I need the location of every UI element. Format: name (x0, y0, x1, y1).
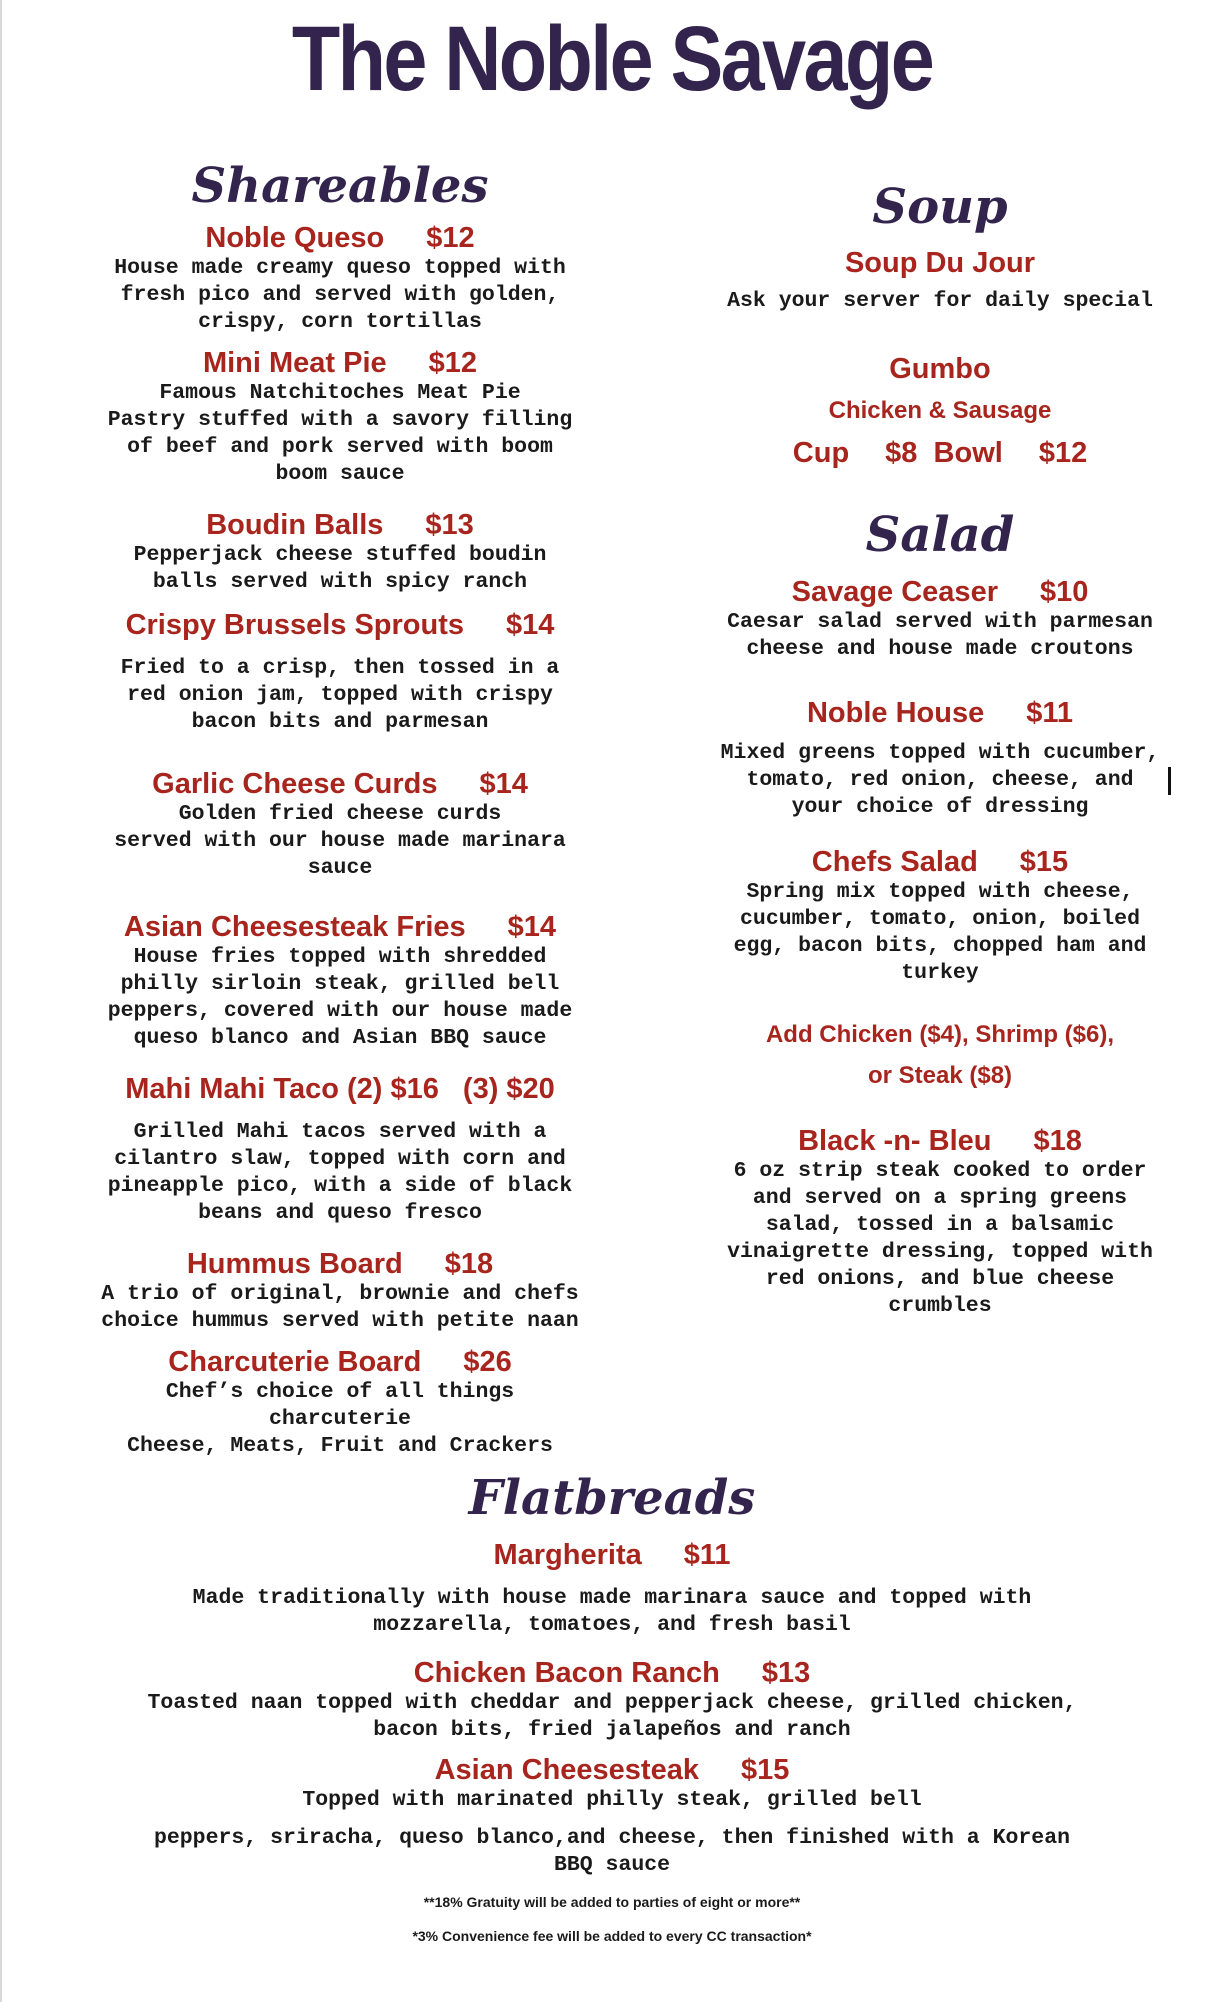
item-name: Mahi Mahi Taco (2) $16 (125, 1073, 439, 1105)
item-name: Chefs Salad (811, 846, 978, 878)
item-description: 6 oz strip steak cooked to order and served on a spring greens salad, tossed in a balsamic vinaigrette dressing, topped with red onions, and blue cheese crumbles (727, 1159, 1153, 1318)
menu-item-hummus-board (40, 1247, 640, 1335)
item-name: Chicken Bacon Ranch (413, 1657, 720, 1689)
item-name: Asian Cheesesteak (434, 1754, 699, 1786)
addons-line-1: Add Chicken ($4), Shrimp ($6), (765, 1021, 1115, 1048)
item-name: Asian Cheesesteak Fries (123, 911, 466, 943)
item-description: Grilled Mahi tacos served with a cilantro slaw, topped with corn and pineapple pico, with a side of black beans and queso fresco (107, 1120, 573, 1225)
item-description: Ask your server for daily special (727, 289, 1153, 313)
menu-item-asian-cheesesteak-fries (40, 910, 640, 1052)
item-description: House made creamy queso topped with fresh pico and served with golden, crispy, corn tortillas (114, 256, 566, 334)
gratuity-note: **18% Gratuity will be added to parties of eight or more** (423, 1894, 801, 1910)
menu-item-garlic-cheese-curds (40, 767, 640, 882)
item-price: $15 (1019, 846, 1069, 878)
section-heading-shareables: Shareables (191, 158, 489, 214)
item-name: Black -n- Bleu (798, 1125, 992, 1157)
item-name: Savage Ceaser (791, 576, 998, 608)
item-price: $18 (1033, 1125, 1082, 1157)
item-name: Boudin Balls (206, 509, 384, 541)
item-name: Soup Du Jour (844, 247, 1036, 279)
item-name: Charcuterie Board (168, 1346, 422, 1378)
item-description: Golden fried cheese curds served with our house made marinara sauce (114, 802, 566, 880)
gumbo-bowl-label: Bowl (933, 437, 1003, 469)
menu-item-mini-meat-pie (40, 346, 640, 488)
item-description: Pepperjack cheese stuffed boudin balls served with spicy ranch (133, 543, 547, 594)
addons-line-2: or Steak ($8) (867, 1062, 1013, 1089)
item-description-line-1: Topped with marinated philly steak, grilled bell (302, 1788, 922, 1812)
menu-item-soup-du-jour (630, 246, 1224, 315)
item-price: $12 (426, 222, 475, 254)
section-heading-flatbreads: Flatbreads (468, 1470, 756, 1526)
menu-item-crispy-brussels-sprouts (40, 608, 640, 736)
item-description: Caesar salad served with parmesan cheese and house made croutons (727, 610, 1153, 661)
gumbo-subtitle: Chicken & Sausage (828, 397, 1052, 424)
item-price: $13 (761, 1657, 811, 1689)
menu-item-noble-queso (40, 221, 640, 336)
gumbo-cup-label: Cup (792, 437, 850, 469)
item-description: House fries topped with shredded philly sirloin steak, grilled bell peppers, covered with our house made queso blanco and Asian BBQ sauce (107, 945, 573, 1050)
menu-item-margherita (0, 1538, 1224, 1639)
salad-addons (630, 1020, 1224, 1091)
item-price: $14 (507, 911, 557, 943)
item-price: $12 (428, 347, 478, 379)
item-description: Fried to a crisp, then tossed in a red onion jam, topped with crispy bacon bits and parmesan (120, 656, 560, 734)
item-name: Crispy Brussels Sprouts (125, 609, 465, 641)
item-name: Mini Meat Pie (202, 347, 387, 379)
menu-item-gumbo (630, 352, 1224, 470)
item-price: $18 (444, 1248, 494, 1280)
gumbo-cup-price: $8 (885, 437, 918, 469)
item-price: $14 (506, 609, 555, 641)
convenience-fee-note: *3% Convenience fee will be added to every CC transaction* (412, 1928, 812, 1944)
item-name: Garlic Cheese Curds (152, 768, 438, 800)
item-name: Hummus Board (186, 1248, 403, 1280)
item-description-line-2: peppers, sriracha, queso blanco,and cheese, then finished with a Korean BBQ sauce (153, 1826, 1071, 1877)
item-price: $11 (683, 1539, 731, 1571)
item-price: $11 (1026, 697, 1074, 729)
item-description: Famous Natchitoches Meat Pie Pastry stuffed with a savory filling of beef and pork served with boom boom sauce (107, 381, 573, 486)
item-description: Mixed greens topped with cucumber, tomato, red onion, cheese, and your choice of dressing (720, 741, 1160, 819)
section-heading-salad: Salad (865, 507, 1015, 563)
item-price: $13 (425, 509, 474, 541)
item-price: $26 (463, 1346, 512, 1378)
item-price: $14 (479, 768, 528, 800)
gumbo-bowl-price: $12 (1038, 437, 1088, 469)
text-cursor (1168, 767, 1171, 795)
item-name: Gumbo (889, 353, 991, 385)
menu-item-chicken-bacon-ranch (0, 1656, 1224, 1744)
item-description: Chef’s choice of all things charcuterie Cheese, Meats, Fruit and Crackers (127, 1380, 553, 1458)
item-price: $10 (1039, 576, 1089, 608)
item-description: Made traditionally with house made marinara sauce and topped with mozzarella, tomatoes, and fresh basil (192, 1586, 1032, 1637)
menu-item-chefs-salad (630, 845, 1224, 987)
restaurant-title: The Noble Savage (291, 8, 933, 110)
menu-item-boudin-balls (40, 508, 640, 596)
item-description: Spring mix topped with cheese, cucumber, tomato, onion, boiled egg, bacon bits, chopped ham and turkey (733, 880, 1147, 985)
menu-item-charcuterie-board (40, 1345, 640, 1460)
item-price: (3) $20 (462, 1073, 555, 1105)
item-name: Noble Queso (205, 222, 385, 254)
item-price: $15 (740, 1754, 790, 1786)
item-name: Margherita (493, 1539, 642, 1571)
item-name: Noble House (806, 697, 985, 729)
menu-item-savage-ceaser (630, 575, 1224, 663)
item-description: A trio of original, brownie and chefs choice hummus served with petite naan (101, 1282, 579, 1333)
menu-item-asian-cheesesteak (0, 1753, 1224, 1879)
menu-item-noble-house (630, 696, 1224, 821)
menu-item-black-n-bleu (630, 1124, 1224, 1320)
menu-item-mahi-mahi-taco (40, 1072, 640, 1227)
item-description: Toasted naan topped with cheddar and pepperjack cheese, grilled chicken, bacon bits, fried jalapeños and ranch (147, 1691, 1077, 1742)
section-heading-soup: Soup (872, 179, 1008, 235)
